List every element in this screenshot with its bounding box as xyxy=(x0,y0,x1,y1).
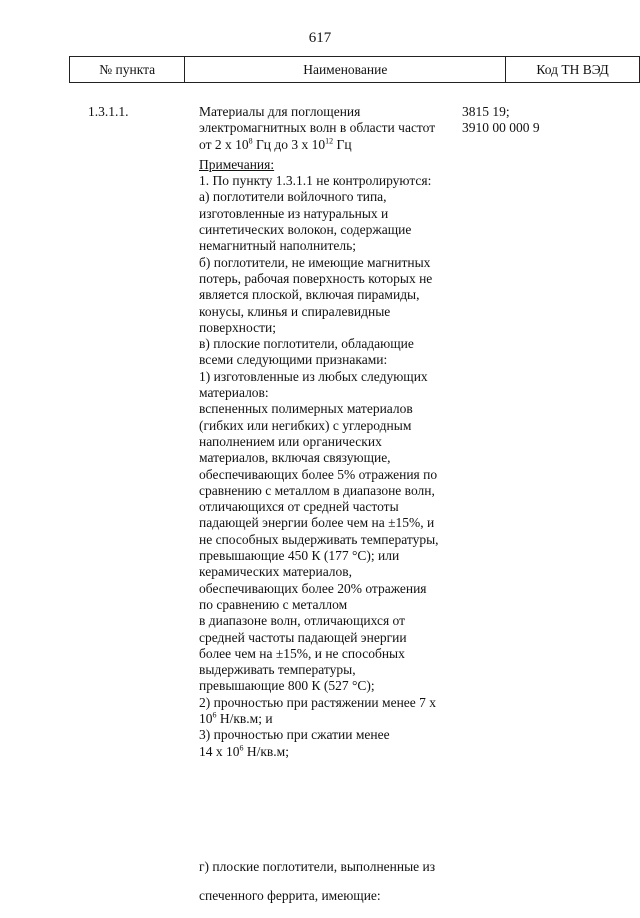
note-line: сравнению с металлом в диапазоне волн, xyxy=(199,482,435,498)
note-line: (гибких или негибких) с углеродным xyxy=(199,417,412,433)
note-line: в диапазоне волн, отличающихся от xyxy=(199,613,406,629)
note-line: выдерживать температуры, xyxy=(199,662,356,678)
note-line: обеспечивающих более 5% отражения по xyxy=(199,466,438,482)
item-description xyxy=(199,104,459,760)
note-line: всеми следующими признаками: xyxy=(199,352,388,368)
note-line: обеспечивающих более 20% отражения xyxy=(199,580,427,596)
note-line: немагнитный наполнитель; xyxy=(199,238,356,254)
table-header xyxy=(69,56,640,83)
note-line: отличающихся от средней частоты xyxy=(199,499,399,515)
tensile-value: $10^6$ Н/кв.м; и xyxy=(199,710,273,726)
tn-ved-code: 3910 00 000 9 xyxy=(462,120,540,136)
compress-value: 14 х $10^6$ Н/кв.м; xyxy=(199,743,289,759)
tail-line: спеченного феррита, имеющие: xyxy=(199,888,381,904)
compress-line: 3) прочностью при сжатии менее xyxy=(199,727,390,743)
note-line: 1) изготовленные из любых следующих xyxy=(199,368,428,384)
notes-list xyxy=(199,173,459,695)
note-line: является плоской, включая пирамиды, xyxy=(199,287,420,303)
note-line: а) поглотители войлочного типа, xyxy=(199,189,387,205)
note-line: по сравнению с металлом xyxy=(199,596,348,612)
note-line: материалов: xyxy=(199,385,269,401)
note-line: потерь, рабочая поверхность которых не xyxy=(199,270,433,286)
note-line: поверхности; xyxy=(199,319,276,335)
note-line: синтетических волокон, содержащие xyxy=(199,222,412,238)
page-number: 617 xyxy=(308,30,332,46)
item-number: 1.3.1.1. xyxy=(88,104,129,119)
note-line: керамических материалов, xyxy=(199,564,353,580)
note-line: 1. По пункту 1.3.1.1 не контролируются: xyxy=(199,173,432,189)
note-line: конусы, клинья и спиралевидные xyxy=(199,303,391,319)
header-code: Код ТН ВЭД xyxy=(506,57,640,83)
title-line: электромагнитных волн в области частот xyxy=(199,120,436,136)
notes-heading: Примечания: xyxy=(199,156,275,172)
note-line: падающей энергии более чем на ±15%, и xyxy=(199,515,435,531)
note-line: превышающие 450 К (177 °С); или xyxy=(199,548,400,564)
frequency-range: от 2 х $10^8$ Гц до 3 х $10^{12}$ Гц xyxy=(199,136,352,152)
note-line: б) поглотители, не имеющие магнитных xyxy=(199,254,431,270)
note-line: в) плоские поглотители, обладающие xyxy=(199,336,414,352)
header-item-number: № пункта xyxy=(70,57,185,83)
note-line: более чем на ±15%, и не способных xyxy=(199,645,405,661)
note-line: превышающие 800 К (527 °С); xyxy=(199,678,375,694)
note-line: материалов, включая связующие, xyxy=(199,450,391,466)
continued-text xyxy=(199,845,459,918)
title-line: Материалы для поглощения xyxy=(199,104,361,119)
note-line: наполнением или органических xyxy=(199,433,382,449)
tn-ved-codes xyxy=(462,104,592,137)
header-name: Наименование xyxy=(185,57,506,83)
note-line: средней частоты падающей энергии xyxy=(199,629,407,645)
note-line: вспененных полимерных материалов xyxy=(199,401,413,417)
tail-line: г) плоские поглотители, выполненные из xyxy=(199,858,436,874)
tn-ved-code: 3815 19; xyxy=(462,104,510,119)
note-line: изготовленные из натуральных и xyxy=(199,205,389,221)
tensile-line: 2) прочностью при растяжении менее 7 х xyxy=(199,694,437,710)
note-line: не способных выдерживать температуры, xyxy=(199,531,439,547)
